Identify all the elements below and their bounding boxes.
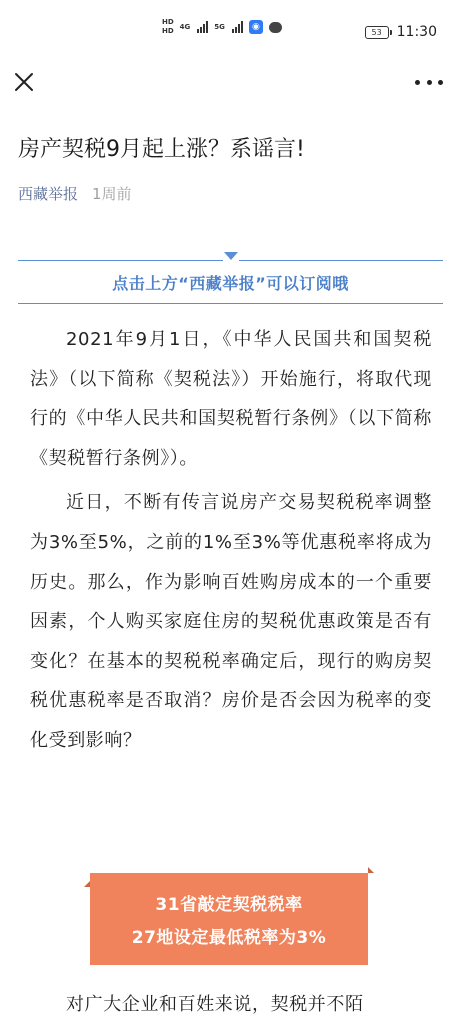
notification-app-icon: ◉ <box>249 20 263 34</box>
subscribe-text: 点击上方“西藏举报”可以订阅哦 <box>112 273 349 293</box>
more-button[interactable] <box>415 72 443 92</box>
status-bar <box>0 0 461 60</box>
status-icons-right <box>365 24 437 40</box>
more-dot-icon <box>415 80 420 85</box>
clock: 11:30 <box>396 24 437 40</box>
close-button[interactable] <box>12 70 36 94</box>
more-dot-icon <box>427 80 432 85</box>
chat-notification-icon <box>269 22 282 33</box>
highlight-box <box>90 873 368 965</box>
paragraph: 2021年9月1日，《中华人民国共和国契税法》（以下简称《契税法》）开始施行，将取代现行的《中华人民共和国契税暂行条例》（以下简称《契税暂行条例》）。 <box>30 329 432 469</box>
hd-bottom-label: HD <box>162 27 174 35</box>
close-icon <box>12 70 36 94</box>
battery-icon <box>365 26 389 39</box>
network-5g-label: 5G <box>214 23 225 31</box>
banner-notch-icon <box>224 252 238 260</box>
publish-time: 1周前 <box>92 185 132 203</box>
battery-level: 53 <box>371 27 382 37</box>
paragraph: 对广大企业和百姓来说，契税并不陌 <box>66 994 364 1015</box>
article-body <box>30 320 432 766</box>
highlight-line-1: 31省敲定契税税率 <box>155 895 303 915</box>
paragraph: 近日，不断有传言说房产交易契税税率调整为3%至5%，之前的1%至3%等优惠税率将成为历史。那么，作为影响百姓购房成本的一个重要因素，个人购买家庭住房的契税优惠政策是否有变化？在基本的契税税率确定后，现行的购房契税优惠税率是否取消？房价是否会因为税率的变化受到影响？ <box>30 492 432 751</box>
author-link[interactable]: 西藏举报 <box>18 185 79 203</box>
hd-top-label: HD <box>162 18 174 26</box>
signal-icon-2 <box>232 21 243 33</box>
network-4g-label: 4G <box>179 23 191 31</box>
signal-icon <box>197 21 208 33</box>
article-meta <box>18 183 132 204</box>
hd-indicator <box>162 18 174 36</box>
more-dot-icon <box>438 80 443 85</box>
article-title: 房产契税9月起上涨？系谣言! <box>18 137 305 162</box>
subscribe-banner[interactable] <box>18 260 443 304</box>
status-icons-left <box>162 18 282 36</box>
highlight-line-2: 27地设定最低税率为3% <box>131 928 327 948</box>
